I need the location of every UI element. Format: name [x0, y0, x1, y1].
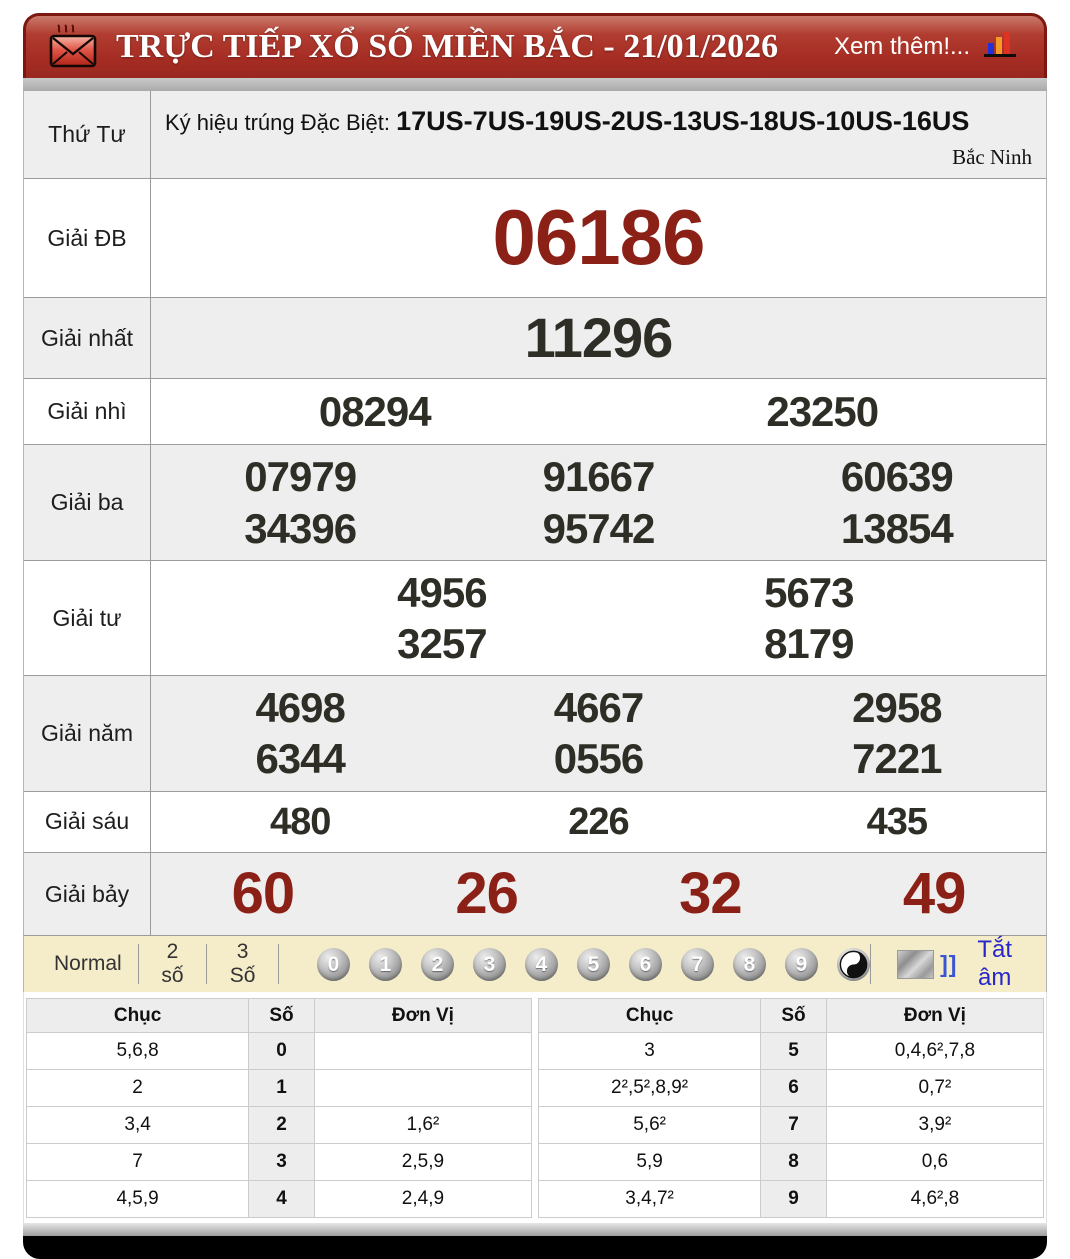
column-header-so: Số: [761, 999, 827, 1033]
donvi-cell: 0,4,6²,7,8: [826, 1033, 1043, 1070]
see-more-label: Xem thêm!...: [833, 33, 970, 60]
divider: [278, 944, 279, 984]
mute-label: Tắt âm: [977, 936, 1013, 992]
yin-yang-icon: [839, 950, 868, 979]
chuc-cell: 7: [27, 1144, 249, 1181]
prize-number: 3257: [397, 620, 487, 668]
prize-row-seventh: [24, 852, 1046, 936]
prize-number: 5673: [764, 568, 854, 616]
prize-label: Giải ĐB: [24, 179, 151, 297]
special-sign-cell: [151, 91, 1046, 178]
table-row: [27, 1107, 532, 1144]
speaker-icon: [897, 950, 934, 979]
table-row: [27, 1033, 532, 1070]
prize-number: 480: [269, 800, 331, 843]
prize-number: 0556: [553, 735, 644, 783]
chuc-cell: 4,5,9: [27, 1181, 249, 1218]
prize-number: 8179: [764, 620, 854, 668]
ball-2[interactable]: 2: [421, 948, 454, 981]
prize-number: 60: [231, 860, 295, 926]
table-row: [539, 1144, 1044, 1181]
prize-row-fifth: [24, 675, 1046, 790]
chuc-cell: 2²,5²,8,9²: [539, 1070, 761, 1107]
so-cell: 9: [761, 1181, 827, 1218]
prize-number: 226: [568, 800, 629, 843]
so-cell: 4: [249, 1181, 315, 1218]
ball-8[interactable]: 8: [733, 948, 766, 981]
page-title: TRỰC TIẾP XỔ SỐ MIỀN BẮC - 21/01/2026: [116, 28, 779, 65]
table-row: [27, 1181, 532, 1218]
prize-row-fourth: [24, 560, 1046, 675]
donvi-cell: 4,6²,8: [826, 1181, 1043, 1218]
prize-row-second: [24, 378, 1046, 444]
chuc-cell: 5,9: [539, 1144, 761, 1181]
chuc-cell: 2: [27, 1070, 249, 1107]
so-cell: 2: [249, 1107, 315, 1144]
ball-6[interactable]: 6: [629, 948, 662, 981]
ball-1[interactable]: 1: [369, 948, 402, 981]
bar-chart-icon: [982, 28, 1018, 66]
header: [23, 13, 1047, 78]
prize-row-sixth: [24, 791, 1046, 852]
weekday-label: Thứ Tư: [24, 91, 151, 178]
so-cell: 6: [761, 1070, 827, 1107]
province-name: Bắc Ninh: [952, 145, 1032, 169]
column-header-chuc: Chục: [539, 999, 761, 1033]
donvi-cell: 1,6²: [314, 1107, 531, 1144]
prize-label: Giải nhì: [24, 379, 151, 444]
see-more-link[interactable]: [828, 27, 1024, 67]
prize-label: Giải ba: [24, 445, 151, 559]
prize-number: 7221: [852, 735, 942, 783]
prize-label: Giải bảy: [24, 853, 151, 936]
prize-row-special: [24, 178, 1046, 297]
column-header-so: Số: [249, 999, 315, 1033]
table-row: [27, 1144, 532, 1181]
prize-number: 34396: [244, 504, 357, 552]
donvi-cell: 0,6: [826, 1144, 1043, 1181]
donvi-cell: 3,9²: [826, 1107, 1043, 1144]
chuc-cell: 5,6,8: [27, 1033, 249, 1070]
sound-controls: [870, 935, 1032, 993]
prize-number: 49: [902, 860, 966, 926]
chuc-cell: 5,6²: [539, 1107, 761, 1144]
divider: [870, 944, 871, 984]
prize-row-third: [24, 444, 1046, 559]
donvi-cell: [314, 1070, 531, 1107]
mode-3-digit-button[interactable]: 3 Số: [207, 940, 278, 988]
prize-number: 60639: [840, 453, 953, 501]
top-strip: [23, 78, 1047, 91]
prize-number: 23250: [766, 388, 879, 436]
so-cell: 0: [249, 1033, 315, 1070]
prize-number: 26: [455, 860, 518, 926]
donvi-cell: 2,4,9: [314, 1181, 531, 1218]
table-row: [27, 1070, 532, 1107]
prize-number: 07979: [244, 453, 357, 501]
footer-gray-strip: [23, 1223, 1047, 1236]
so-cell: 5: [761, 1033, 827, 1070]
prize-label: Giải năm: [24, 676, 151, 790]
mute-button[interactable]: [891, 935, 1032, 993]
donvi-cell: 2,5,9: [314, 1144, 531, 1181]
prize-number: 435: [866, 800, 928, 843]
prize-number: 32: [679, 860, 742, 926]
chuc-cell: 3,4,7²: [539, 1181, 761, 1218]
digit-ball-group: [317, 948, 870, 981]
chuc-cell: 3,4: [27, 1107, 249, 1144]
prize-number: 4667: [553, 684, 644, 732]
prize-number: 4956: [397, 568, 487, 616]
prize-number: 06186: [492, 193, 705, 282]
footer-black-bar: [23, 1236, 1047, 1259]
digit-summary-section: [23, 992, 1047, 1223]
so-cell: 7: [761, 1107, 827, 1144]
table-row: [539, 1181, 1044, 1218]
mode-2-digit-button[interactable]: 2 số: [139, 940, 207, 988]
prize-number: 95742: [542, 504, 655, 552]
yin-yang-ball[interactable]: [837, 948, 870, 981]
info-row: [24, 91, 1046, 178]
column-header-donvi: Đơn Vị: [826, 999, 1043, 1033]
prize-number: 6344: [255, 735, 345, 783]
chuc-cell: 3: [539, 1033, 761, 1070]
digit-summary-table-right: [538, 998, 1044, 1218]
prize-label: Giải tư: [24, 561, 151, 675]
column-header-chuc: Chục: [27, 999, 249, 1033]
ball-3[interactable]: 3: [473, 948, 506, 981]
table-row: [539, 1070, 1044, 1107]
lottery-widget: [23, 13, 1047, 1259]
donvi-cell: 0,7²: [826, 1070, 1043, 1107]
table-row: [539, 1033, 1044, 1070]
prize-number: 11296: [524, 306, 673, 369]
prize-label: Giải nhất: [24, 298, 151, 378]
envelope-icon: [46, 21, 100, 74]
prize-number: 91667: [542, 453, 655, 501]
sound-waves-icon: ]]: [940, 950, 958, 977]
ball-5[interactable]: 5: [577, 948, 610, 981]
control-bar: [23, 935, 1047, 992]
prize-label: Giải sáu: [24, 792, 151, 852]
special-sign-label: Ký hiệu trúng Đặc Biệt:: [165, 110, 391, 135]
column-header-donvi: Đơn Vị: [314, 999, 531, 1033]
so-cell: 3: [249, 1144, 315, 1181]
prize-number: 13854: [840, 504, 953, 552]
digit-summary-table-left: [26, 998, 532, 1218]
so-cell: 8: [761, 1144, 827, 1181]
donvi-cell: [314, 1033, 531, 1070]
special-sign-value: 17US-7US-19US-2US-13US-18US-10US-16US: [396, 106, 970, 136]
prize-number: 08294: [318, 388, 431, 436]
ball-0[interactable]: 0: [317, 948, 350, 981]
ball-9[interactable]: 9: [785, 948, 818, 981]
results-table: [23, 91, 1047, 935]
prize-number: 2958: [852, 684, 942, 732]
prize-number: 4698: [255, 684, 345, 732]
so-cell: 1: [249, 1070, 315, 1107]
prize-row-first: [24, 297, 1046, 378]
table-row: [539, 1107, 1044, 1144]
ball-4[interactable]: 4: [525, 948, 558, 981]
ball-7[interactable]: 7: [681, 948, 714, 981]
mode-normal-button[interactable]: Normal: [38, 952, 138, 976]
